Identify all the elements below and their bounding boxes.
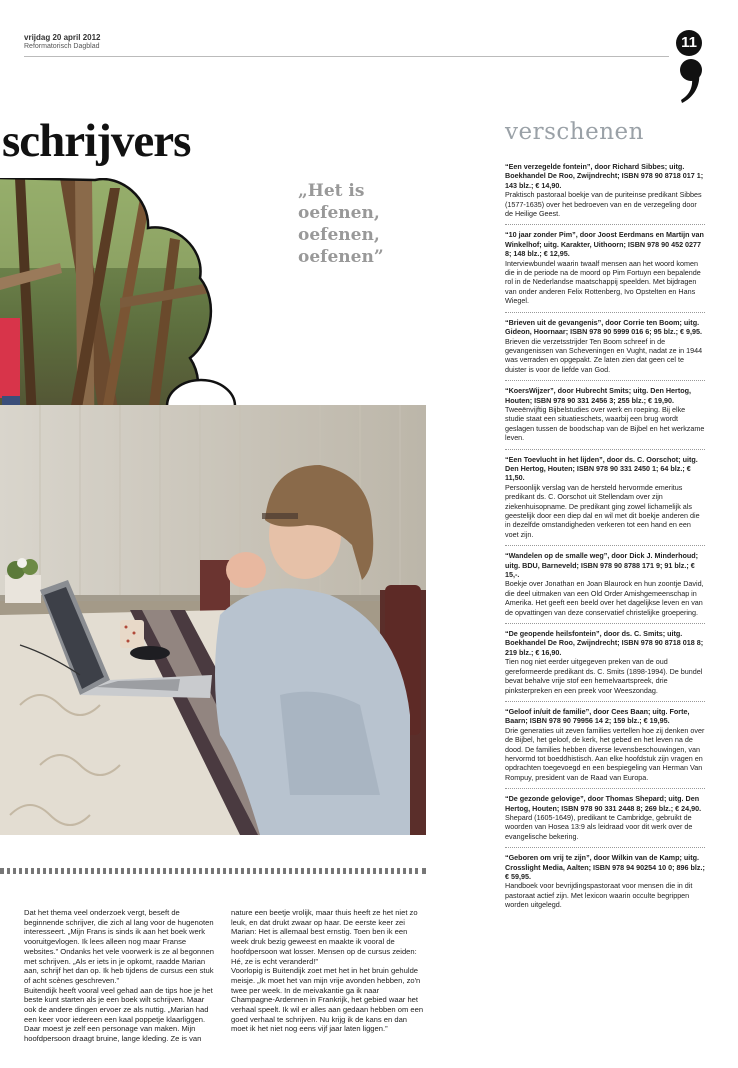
- new-releases-sidebar: [505, 118, 705, 916]
- book-entry-header: “De gezonde gelovige”, door Thomas Shepard; uitg. Den Hertog, Houten; ISBN 978 90 331 2448 8; 269 blz.; € 24,90.: [505, 794, 702, 813]
- book-entry: [505, 623, 705, 701]
- book-entry-description: Persoonlijk verslag van de hersteld hervormde emeritus predikant ds. C. Oorschot uit Stellendam over zijn ziekenhuisopname. De predikant ging zowel lichamelijk als geestelijk door een diep dal en wil met dit boekje anderen die in dezelfde omstandigheden verkeren tot een hand en een voet zijn.: [505, 482, 700, 539]
- article-paragraph: Buitendijk heeft vooral veel gehad aan de tips hoe je het beste kunt starten als je een boek wilt schrijven. Maar ook de andere dingen ervoer ze als nuttig. „Marian had een keer voor iedereen een kaal poppetje klaarliggen. Daar moest je zelf een personage van maken. Mijn hoofdpersoon draagt bruine, lange kleding. Ze is van nature een beetje vrolijk, maar thuis heeft ze het niet zo leuk, en dat drukt zwaar op haar. De eerste keer zei Marian: Het is allemaal best ernstig. Toen ben ik een week druk bezig geweest en maakte ik vooral de hoofdpersoon wat losser. Mensen op de cursus zeiden: Hé, ze is echt veranderd!”: [24, 908, 418, 1044]
- article-paragraph: Dat het thema veel onderzoek vergt, beseft de beginnende schrijver, die zich al lang voor de hugenoten interesseert. „Mijn Frans is sinds ik aan het boek werk vooruitgevlogen. Ik lees alleen nog maar Franse websites.” Ondanks het vele voorwerk is ze al begonnen met schrijven. „Als er iets in je opkomt, raadde Marian aan, schrijf het dan op. Ik heb tijdens de cursus een stuk of acht scènes geschreven.”: [24, 908, 214, 985]
- book-entry: [505, 545, 705, 623]
- book-entry-header: “Een Toevlucht in het lijden”, door ds. C. Oorschot; uitg. Den Hertog, Houten; ISBN 978 90 331 2450 1; 64 blz.; € 11,50.: [505, 454, 698, 483]
- book-entry-description: Brieven die verzetsstrijder Ten Boom schreef in de gevangenissen van Scheveningen en Vught, nadat ze in 1944 was verraden en opgepakt. Ze laten zien dat geen cel te duister is voor de liefde van God.: [505, 336, 703, 374]
- book-list: [505, 146, 705, 916]
- page-number: 11: [676, 30, 702, 56]
- pull-quote-line: oefenen”: [298, 247, 384, 267]
- main-photo-writer-at-laptop: [0, 405, 426, 835]
- pull-quote-line: „Het is: [298, 181, 365, 201]
- book-entry-header: “Een verzegelde fontein”, door Richard Sibbes; uitg. Boekhandel De Roo, Zwijndrecht; ISBN 978 90 8718 017 1; 143 blz.; € 14,90.: [505, 162, 704, 190]
- book-entry-description: Drie generaties uit zeven families vertellen hoe zij denken over de Bijbel, het geloof, de kerk, het gebed en het leven na de dood. De families hebben diverse levensbeschouwingen, van hervormd tot boeddhistisch. Aan elke hoofdstuk zijn vragen en opdrachten toegevoegd en een bespiegeling van Herman Van Rompuy, president van de Raad van Europa.: [505, 725, 705, 782]
- sidebar-title: verschenen: [505, 119, 644, 145]
- book-entry-description: Praktisch pastoraal boekje van de puriteinse predikant Sibbes (1577-1635) over het bedroeven van en de verzegeling door de Heilige Geest.: [505, 190, 702, 219]
- book-entry-description: Handboek voor bevrijdingspastoraat voor mensen die in dit pastoraat actief zijn. Met lexicon waarin occulte begrippen worden uitgelegd.: [505, 881, 693, 910]
- book-entry: [505, 701, 705, 788]
- book-entry-description: Tien nog niet eerder uitgegeven preken van de oud gereformeerde predikant ds. C. Smits (1898-1994). De bundel bevat behalve vrije stof een hemelvaartspreek, drie pinksterpreken en een preek voor Weeszondag.: [505, 657, 703, 695]
- comma-logo-icon: [678, 58, 704, 104]
- pull-quote-line: oefenen,: [298, 225, 380, 245]
- newspaper-name: Reformatorisch Dagblad: [24, 43, 100, 50]
- book-entry: [505, 146, 705, 224]
- book-entry-description: Interviewbundel waarin twaalf mensen aan het woord komen die in de periode na de moord op Pim Fortuyn een bepalende rol in de Nederlandse maatschappij speelden. Met bijdragen van onder anderen Felix Rottenberg, Ivo Opstelten en Hans Wiegel.: [505, 258, 701, 306]
- issue-date: vrijdag 20 april 2012: [24, 33, 101, 42]
- book-entry-description: Tweeënvijftig Bijbelstudies over werk en roeping. Bij elke studie staat een situatieschets, waarbij een brug wordt geslagen tussen de boodschap van de Bijbel en het werkzame leven.: [505, 404, 705, 443]
- book-entry-header: “Geboren om vrij te zijn”, door Wilkin van de Kamp; uitg. Crosslight Media, Aalten; ISBN 978 94 90254 10 0; 896 blz.; € 59,95.: [505, 853, 705, 881]
- book-entry-header: “Geloof in/uit de familie”, door Cees Baan; uitg. Forte, Baarn; ISBN 978 90 79956 14 2; 159 blz.; € 19,95.: [505, 706, 690, 726]
- article-body: [24, 908, 424, 1048]
- book-entry-header: “Brieven uit de gevangenis”, door Corrie ten Boom; uitg. Gideon, Hoornaar; ISBN 978 90 5999 016 6; 95 blz.; € 9,95.: [505, 317, 702, 337]
- book-entry: [505, 380, 705, 448]
- book-entry-description: Boekje over Jonathan en Joan Blaurock en hun zoontje David, die deel uitmaken van een Old Order Amishgemeenschap in Amerika. Het geeft een beeld over het dagelijkse leven en van de opvattingen van deze conservatief christelijke groepering.: [505, 579, 704, 617]
- masthead-rule: [24, 56, 669, 57]
- book-entry-header: “10 jaar zonder Pim”, door Joost Eerdmans en Martijn van Winkelhof; uitg. Karakter, Uithoorn; ISBN 978 90 452 0277 8; 148 blz.; € 12,95.: [505, 230, 704, 259]
- book-entry: [505, 224, 705, 311]
- masthead: [24, 33, 664, 50]
- book-entry: [505, 788, 705, 847]
- section-divider: [0, 868, 426, 874]
- pull-quote-line: oefenen,: [298, 203, 380, 223]
- section-title: schrijvers: [2, 115, 191, 167]
- book-entry-description: Shepard (1605-1649), predikant te Cambridge, gebruikt de woorden van Hosea 13:9 als leidraad voor dit werk over de evangelische bekering.: [505, 812, 693, 841]
- article-paragraph: Voorlopig is Buitendijk zoet met het in het bruin gehulde meisje. „Ik moet het van mijn vrije avonden hebben, zo'n twee per week. In de meivakantie ga ik naar Champagne-Ardennen in Frankrijk, het gebied waar het verhaal speelt. Ik wil er alles aan gedaan hebben om een goed verhaal te schrijven. Nu krijg ik de kans en dan moet ik het niet nog eens vijf jaar laten liggen.”: [231, 966, 424, 1034]
- book-entry-header: “De geopende heilsfontein”, door ds. C. Smits; uitg. Boekhandel De Roo, Zwijndrecht; ISBN 978 90 8718 018 8; 219 blz.; € 16,90.: [505, 629, 704, 657]
- book-entry-header: “KoersWijzer”, door Hubrecht Smits; uitg. Den Hertog, Houten; ISBN 978 90 331 2456 3; 255 blz.; € 19,90.: [505, 386, 692, 405]
- book-entry-header: “Wandelen op de smalle weg”, door Dick J. Minderhoud; uitg. BDU, Barneveld; ISBN 978 90 8788 171 9; 91 blz.; € 15,-.: [505, 551, 699, 580]
- book-entry: [505, 449, 705, 546]
- book-entry: [505, 847, 705, 915]
- pull-quote: [298, 180, 448, 268]
- book-entry: [505, 312, 705, 380]
